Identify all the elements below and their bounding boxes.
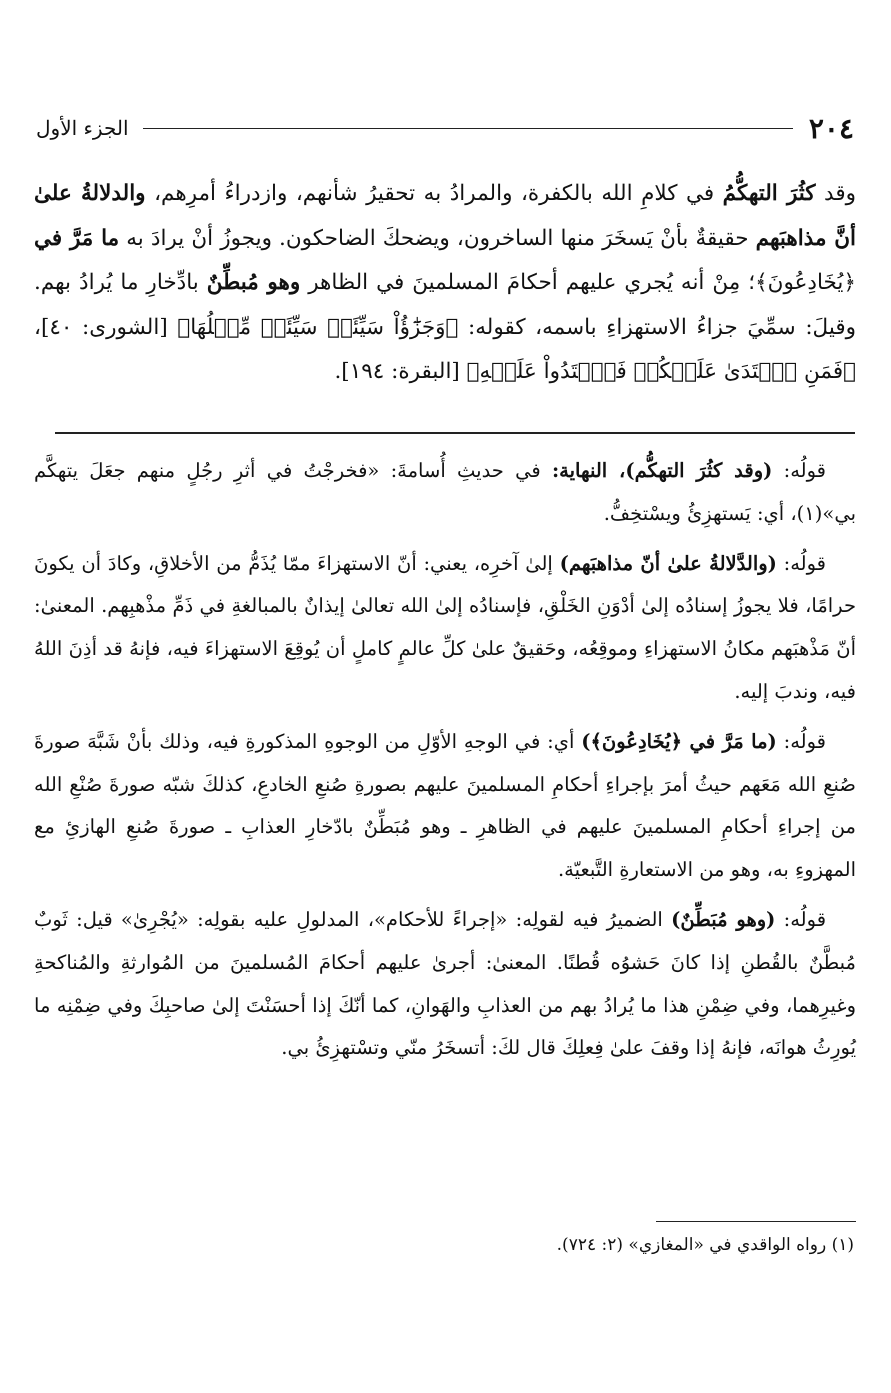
text-run: ﴿يُخَادِعُونَ﴾؛ مِنْ أنه يُجري عليهم أحكامَ المسلمينَ في الظاهر	[300, 270, 856, 295]
text-run: إلىٰ آخرِه، يعني: أنّ الاستهزاءَ ممّا يُذَمُّ من الأخلاقِ، وكادَ أن يكونَ حرامًا، فلا يجوزُ إسنادُه إلىٰ أدْوَنِ الخَلْقِ، فإسنادُه إلىٰ الله تعالىٰ إيذانٌ بالمبالغةِ في ذَمِّ مذْهبِهم. المعنىٰ: أنّ مَذْهبَهم مكانُ الاستهزاءِ وموقِعُه، وحَقيقٌ علىٰ كلِّ عالمٍ كاملٍ أن يُوقِعَ الاستهزاءَ فيه، فإنهُ قد أذِنَ اللهُ فيه، وندبَ إليه.	[34, 551, 856, 703]
page-number: ٢٠٤	[808, 111, 854, 145]
main-text	[34, 172, 856, 395]
footnote-rule	[656, 1221, 856, 1222]
bold-phrase: كثُرَ التهكُّمُ	[722, 181, 816, 206]
commentary-paragraph	[34, 450, 856, 536]
lemma: (والدَّلالةُ علىٰ أنّ مذاهبَهم)	[559, 551, 777, 575]
bold-phrase: ما مَرَّ في	[34, 225, 120, 251]
text-run: حقيقةٌ بأنْ يَسخَرَ منها الساخرون، ويضحكَ الضاحكون. ويجوزُ أنْ يرادَ به	[119, 225, 756, 251]
volume-label: الجزء الأول	[36, 116, 129, 140]
text-divider	[55, 432, 855, 434]
text-run: في حديثِ أُسامةَ: «فخرجْتُ في أثرِ رجُلٍ منهم جعَلَ يتهكَّم بي»(١)، أي: يَستهزِئُ ويسْتخِفُّ.	[34, 459, 856, 525]
text-run: بادِّخارِ ما يُرادُ بهم. وقيلَ: سمِّيَ جزاءُ الاستهزاءِ باسمه، كقوله: ﴿وَجَزَٰٓؤُاْ سَيِّئَةٖ سَيِّئَةٞ مِّثۡلُهَا﴾ [الشورى: ٤٠]، ﴿فَمَنِ ٱعۡتَدَىٰ عَلَيۡكُمۡ فَٱعۡتَدُواْ عَلَيۡهِ﴾ [البقرة: ١٩٤].	[34, 270, 856, 384]
commentary-section	[34, 450, 856, 1077]
lemma: (وهو مُبَطِّنٌ)	[671, 907, 776, 931]
text-run: قولُه:	[772, 459, 826, 482]
page-header	[36, 108, 854, 148]
text-run: في كلامِ الله بالكفرة، والمرادُ به تحقيرُ شأنهم، وازدراءُ أمرِهم،	[145, 181, 723, 206]
text-run: قولُه:	[776, 551, 827, 575]
text-run: الضميرُ فيه لقولِه: «إجراءً للأحكام»، المدلولِ عليه بقولِه: «يُجْرِىٰ» قيل: ثَوبٌ مُبطَّنٌ بالقُطنِ إذا كانَ حَشوُه قُطنًا. المعنىٰ: أجرىٰ عليهم أحكامَ المُسلمينَ من المُوارثةِ والمُناكحةِ وغيرِهما، وفي ضِمْنِ هذا ما يُرادُ بهم من العذابِ والهَوانِ، كما أنّكَ إذا أحسَنْتَ إلىٰ صاحبِكَ وفي ضِمْنِه ما يُورِثُ هوانَه، فإنهُ إذا وقفَ علىٰ فِعلِكَ قال لكَ: أتسخَرُ منّي وتسْتهزِئُ بي.	[34, 907, 856, 1060]
commentary-paragraph	[34, 899, 856, 1070]
lemma: (وقد كثُرَ التهكُّم)، النهاية:	[551, 459, 773, 482]
footnote: (١) رواه الواقدي في «المغازي» (٢: ٧٢٤).	[556, 1235, 854, 1255]
bold-phrase: والدلالةُ علىٰ أنَّ مذاهبَهم	[34, 181, 856, 251]
bold-phrase: وهو مُبطِّنٌ	[206, 270, 301, 295]
header-rule	[143, 128, 793, 129]
lemma: (ما مَرَّ في ﴿يُخَادِعُونَ﴾)	[581, 729, 777, 753]
text-run: قولُه:	[775, 907, 827, 931]
text-run: قولُه:	[776, 729, 827, 753]
text-run: أي: في الوجهِ الأوّلِ من الوجوهِ المذكورةِ فيه، وذلك بأنْ شَبَّهَ صورةَ صُنعِ الله مَعَهم حيثُ أمرَ بإجراءِ أحكامِ المسلمينَ عليهم بصورةِ صُنعِ الخادعِ، كذلكَ شبّه صورةَ صُنْعِ الله من إجراءِ أحكامِ المسلمينَ عليهم في الظاهرِ ـ وهو مُبَطِّنٌ بادّخارِ العذابِ ـ صورةَ صُنعِ الهازئِ مع المهزوءِ به، وهو من الاستعارةِ التَّبعيّة.	[34, 729, 856, 882]
main-paragraph	[34, 172, 856, 395]
commentary-paragraph	[34, 721, 856, 892]
commentary-paragraph	[34, 543, 856, 714]
text-run: وقد	[815, 181, 856, 206]
